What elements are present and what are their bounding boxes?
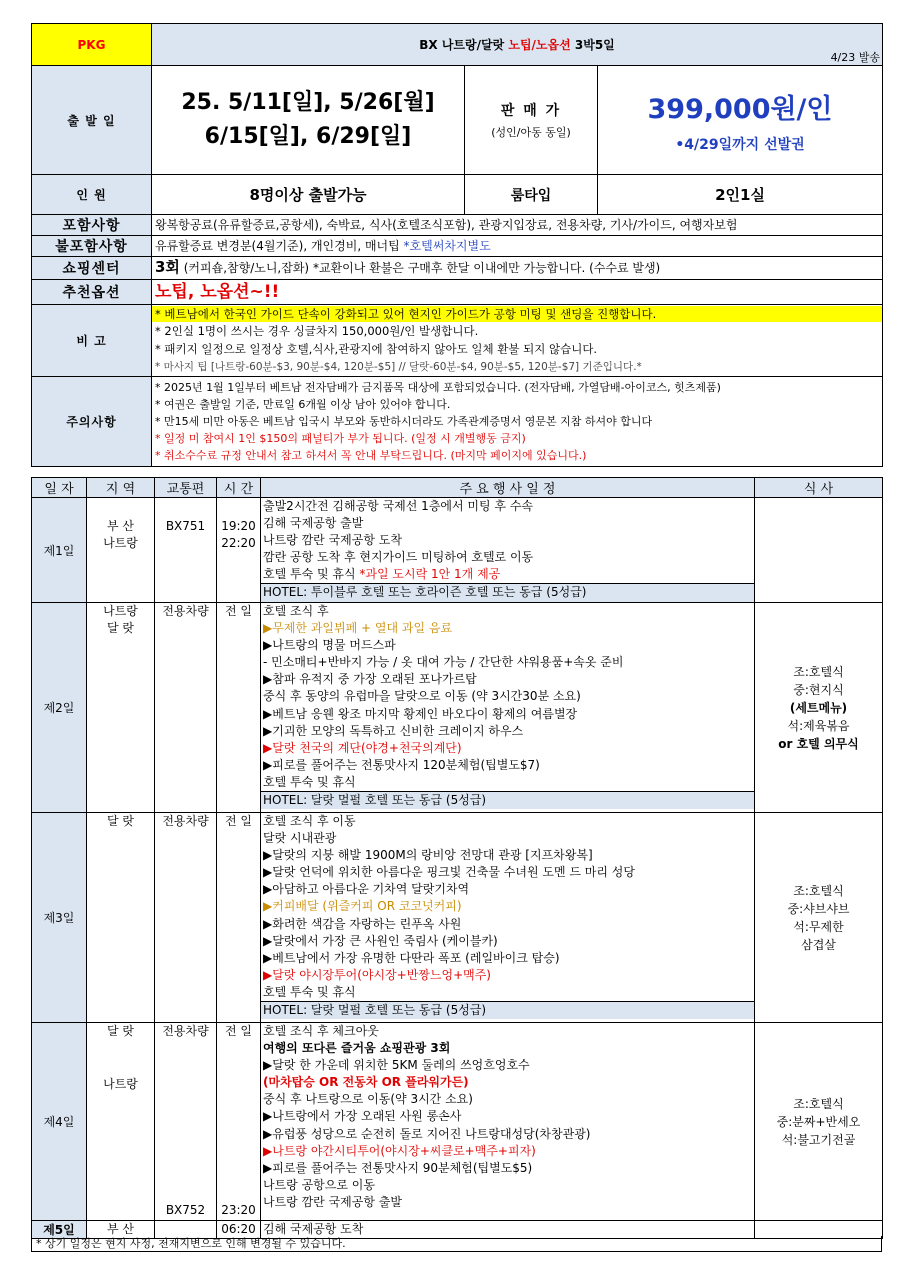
itinerary-item: ▶무제한 과일뷔페 + 열대 과일 음료 bbox=[263, 621, 453, 636]
itinerary-item: 중식 후 나트랑으로 이동(약 3시간 소요) bbox=[263, 1092, 473, 1107]
meal-line: 석:무제한 bbox=[793, 919, 844, 934]
region-cell: 부 산 bbox=[87, 1221, 155, 1239]
meal-line: 조:호텔식 bbox=[793, 664, 844, 679]
meal-line: 중:샤브샤브 bbox=[787, 901, 850, 916]
included-value: 왕복항공료(유류할증료,공항세), 숙박료, 식사(호텔조식포함), 관광지입장료, 전용차량, 기사/가이드, 여행자보험 bbox=[152, 215, 883, 236]
issue-date: 4/23 발송 bbox=[830, 51, 881, 64]
col-header-meal: 식 사 bbox=[755, 478, 883, 498]
itinerary-item: ▶참파 유적지 중 가장 오래된 포나가르탑 bbox=[263, 672, 477, 687]
time: 22:20 bbox=[221, 536, 256, 550]
cautions-cell bbox=[152, 377, 883, 467]
room-type-value: 2인1실 bbox=[598, 175, 883, 215]
caution-line: * 만15세 미만 아동은 베트남 입국시 부모와 동반하시더라도 가족관계증명서 영문본 지참 하셔야 합니다 bbox=[155, 415, 653, 428]
meal-line: 석:제육볶음 bbox=[787, 718, 850, 733]
pkg-label: PKG bbox=[32, 24, 152, 66]
itinerary-item: ▶피로를 풀어주는 전통맛사지 120분체험(팁별도$7) bbox=[263, 757, 540, 772]
itinerary-item: 김해 국제공항 출발 bbox=[263, 516, 364, 531]
col-header-day: 일 자 bbox=[32, 478, 87, 498]
remark-line: * 베트남에서 한국인 가이드 단속이 강화되고 있어 현지인 가이드가 공항 미팅 및 샌딩을 진행합니다. bbox=[152, 306, 882, 322]
itinerary-item: ▶나트랑 야간시티투어(야시장+씨클로+맥주+피자) bbox=[263, 1143, 536, 1158]
itinerary-item: (마차탑승 OR 전동차 OR 플라워가든) bbox=[263, 1075, 469, 1090]
excluded-text: 유류할증료 변경분(4월기준), 개인경비, 매너팁 bbox=[155, 238, 404, 253]
meal-cell bbox=[755, 1023, 883, 1221]
itinerary-item: 호텔 조식 후 체크아웃 bbox=[263, 1024, 379, 1038]
transport: 전용차량 bbox=[162, 1024, 209, 1038]
flight-number: BX751 bbox=[165, 519, 206, 533]
region-cell bbox=[87, 498, 155, 603]
meal-line: 중:분짜+반세오 bbox=[776, 1114, 861, 1129]
price-sublabel: (성인/아동 동일) bbox=[491, 126, 571, 139]
departure-line-1: 25. 5/11[일], 5/26[월] bbox=[181, 90, 435, 115]
region: 달 랏 bbox=[107, 814, 134, 828]
title-prefix: BX 나트랑/달랏 bbox=[419, 38, 509, 52]
region: 나트랑 bbox=[103, 604, 138, 618]
itinerary-item: ▶달랏 언덕에 위치한 아름다운 핑크빛 건축물 수녀원 도멘 드 마리 성당 bbox=[263, 865, 635, 880]
time-cell: 전 일 bbox=[217, 603, 261, 813]
time-cell: 06:20 bbox=[217, 1221, 261, 1239]
remark-line: * 패키지 일정으로 일정상 호텔,식사,관광지에 참여하지 않아도 일체 환불 되지 않습니다. bbox=[155, 341, 598, 356]
footnote: * 상기 일정은 현지 사정, 천재지변으로 인해 변경될 수 있습니다. bbox=[31, 1236, 882, 1252]
departure-label: 출 발 일 bbox=[32, 66, 152, 175]
time-cell bbox=[217, 498, 261, 603]
itinerary-item: ▶달랏 야시장투어(야시장+반짱느엉+맥주) bbox=[263, 967, 491, 982]
itinerary-item: ▶베트남에서 가장 유명한 다딴라 폭포 (레일바이크 탑승) bbox=[263, 950, 560, 965]
title-suffix: 3박5일 bbox=[570, 38, 615, 52]
itinerary-item: 나트랑 공항으로 이동 bbox=[263, 1177, 375, 1192]
excluded-highlight: *호텔써차지별도 bbox=[403, 238, 491, 253]
transport-cell: 전용차량 bbox=[155, 603, 217, 813]
itinerary-item: ▶기괴한 모양의 독특하고 신비한 크레이지 하우스 bbox=[263, 723, 524, 738]
time: 전 일 bbox=[225, 1024, 252, 1038]
remarks-cell bbox=[152, 305, 883, 377]
col-header-transport: 교통편 bbox=[155, 478, 217, 498]
itinerary-item: 나트랑 깜란 국제공항 출발 bbox=[263, 1194, 402, 1209]
region: 달 랏 bbox=[107, 1024, 134, 1038]
region: 나트랑 bbox=[103, 536, 138, 550]
meal-cell bbox=[755, 813, 883, 1023]
itinerary-item: ▶유럽풍 성당으로 순전히 돌로 지어진 나트랑대성당(차창관광) bbox=[263, 1126, 591, 1141]
region-cell bbox=[87, 603, 155, 813]
itinerary-item: 호텔 조식 후 이동 bbox=[263, 814, 356, 828]
schedule-table bbox=[31, 477, 883, 1239]
departure-dates bbox=[152, 66, 465, 175]
people-value: 8명이상 출발가능 bbox=[152, 175, 465, 215]
col-header-time: 시 간 bbox=[217, 478, 261, 498]
hotel-info: HOTEL: 달랏 멀펄 호텔 또는 동급 (5성급) bbox=[261, 791, 754, 809]
itinerary-item: ▶달랏 천국의 계단(야경+천국의계단) bbox=[263, 740, 462, 755]
transport-cell bbox=[155, 1023, 217, 1221]
meal-line: 중:현지식 bbox=[793, 682, 844, 697]
excluded-label: 불포함사항 bbox=[32, 236, 152, 257]
remark-line: * 마사지 팁 [나트랑-60분-$3, 90분-$4, 120분-$5] // 달랏-60분-$4, 90분-$5, 120분-$7] 기준입니다.* bbox=[155, 360, 642, 373]
meal-line: 석:불고기전골 bbox=[781, 1132, 856, 1147]
itinerary-item: ▶달랏에서 가장 큰 사원인 죽림사 (케이블카) bbox=[263, 933, 498, 948]
remarks-label: 비 고 bbox=[32, 305, 152, 377]
price-label-cell bbox=[465, 66, 598, 175]
flight-number: BX752 bbox=[165, 1203, 206, 1217]
departure-line-2: 6/15[일], 6/29[일] bbox=[204, 124, 412, 149]
price-label: 판 매 가 bbox=[500, 103, 562, 119]
itinerary-item: ▶달랏 한 가운데 위치한 5KM 둘레의 쓰엉흐엉호수 bbox=[263, 1058, 530, 1073]
meal-cell bbox=[755, 498, 883, 603]
caution-line: * 일정 미 참여시 1인 $150의 패널티가 부가 됩니다. (일정 시 개별행동 금지) bbox=[155, 432, 526, 445]
day-label: 제5일 bbox=[32, 1221, 87, 1239]
col-header-region: 지 역 bbox=[87, 478, 155, 498]
itinerary-item: ▶나트랑의 명물 머드스파 bbox=[263, 638, 396, 653]
transport-cell bbox=[155, 498, 217, 603]
cautions-label: 주의사항 bbox=[32, 377, 152, 467]
region: 나트랑 bbox=[103, 1077, 138, 1091]
itinerary-item: 여행의 또다른 즐거움 쇼핑관광 3회 bbox=[263, 1041, 451, 1056]
itinerary-item: ▶나트랑에서 가장 오래된 사원 롱손사 bbox=[263, 1109, 462, 1124]
transport-cell: 전용차량 bbox=[155, 813, 217, 1023]
meal-line: 조:호텔식 bbox=[793, 1096, 844, 1111]
hotel-info: HOTEL: 투이블루 호텔 또는 호라이즌 호텔 또는 동급 (5성급) bbox=[261, 583, 754, 601]
day-label: 제3일 bbox=[32, 813, 87, 1023]
hotel-info: HOTEL: 달랏 멀펄 호텔 또는 동급 (5성급) bbox=[261, 1001, 754, 1019]
itinerary-item: ▶달랏의 지붕 해발 1900M의 랑비앙 전망대 관광 [지프차왕복] bbox=[263, 848, 593, 863]
itinerary-item: 달랏 시내관광 bbox=[263, 831, 337, 846]
meal-line: or 호텔 의무식 bbox=[778, 736, 859, 751]
meal-line: 조:호텔식 bbox=[793, 883, 844, 898]
itinerary-item: 호텔 투숙 및 휴식 bbox=[263, 984, 356, 999]
meal-line: 삼겹살 bbox=[801, 937, 836, 952]
shopping-count: 3회 bbox=[155, 258, 180, 276]
itinerary-highlight: *과일 도시락 1안 1개 제공 bbox=[359, 567, 501, 582]
table-row bbox=[32, 498, 883, 603]
meal-cell bbox=[755, 603, 883, 813]
itinerary-item: 중식 후 동양의 유럽마을 달랏으로 이동 (약 3시간30분 소요) bbox=[263, 689, 581, 704]
title-highlight: 노팁/노옵션 bbox=[508, 38, 571, 52]
time: 23:20 bbox=[221, 1203, 256, 1217]
summary-table bbox=[31, 23, 883, 467]
presale-note: •4/29일까지 선발권 bbox=[675, 136, 805, 153]
itinerary-item: ▶커피배달 (위즐커피 OR 코코넛커피) bbox=[263, 899, 462, 914]
day-label: 제4일 bbox=[32, 1023, 87, 1221]
itinerary-item bbox=[261, 566, 754, 583]
itinerary-item: 김해 국제공항 도착 bbox=[261, 1221, 755, 1239]
itinerary-item: 호텔 조식 후 bbox=[263, 604, 329, 618]
region-cell bbox=[87, 1023, 155, 1221]
remark-line: * 2인실 1명이 쓰시는 경우 싱글차지 150,000원/인 발생합니다. bbox=[155, 323, 479, 338]
itinerary-cell bbox=[261, 813, 755, 1023]
itinerary-item: ▶피로를 풀어주는 전통맛사지 90분체험(팁별도$5) bbox=[263, 1160, 533, 1175]
time: 19:20 bbox=[221, 519, 256, 533]
col-header-itinerary: 주 요 행 사 일 정 bbox=[261, 478, 755, 498]
shopping-items: (커피숍,참향/노니,잡화) bbox=[179, 261, 310, 275]
region-cell bbox=[87, 813, 155, 1023]
itinerary-item: 출발2시간전 김해공항 국제선 1층에서 미팅 후 수속 bbox=[263, 499, 533, 513]
region: 부 산 bbox=[107, 519, 134, 533]
room-type-label: 룸타입 bbox=[465, 175, 598, 215]
table-row bbox=[32, 1023, 883, 1221]
meal-line: (세트메뉴) bbox=[789, 700, 848, 715]
itinerary-item: ▶베트남 응웬 왕조 마지막 황제인 바오다이 황제의 여름별장 bbox=[263, 706, 578, 721]
itinerary-text: 호텔 투숙 및 휴식 bbox=[263, 567, 360, 582]
people-label: 인 원 bbox=[32, 175, 152, 215]
shopping-label: 쇼핑센터 bbox=[32, 257, 152, 280]
excluded-value bbox=[152, 236, 883, 257]
page-title bbox=[152, 24, 883, 66]
shopping-note: *교환이나 환불은 구매후 한달 이내에만 가능합니다. (수수료 발생) bbox=[309, 261, 661, 275]
itinerary-item: 호텔 투숙 및 휴식 bbox=[263, 774, 356, 789]
price-amount: 399,000원/인 bbox=[647, 93, 833, 125]
itinerary-cell bbox=[261, 603, 755, 813]
time-cell bbox=[217, 1023, 261, 1221]
price-cell bbox=[598, 66, 883, 175]
itinerary-item: 깜란 공항 도착 후 현지가이드 미팅하여 호텔로 이동 bbox=[263, 550, 534, 565]
day-label: 제1일 bbox=[32, 498, 87, 603]
itinerary-item: ▶화려한 색감을 자랑하는 린푸옥 사원 bbox=[263, 916, 462, 931]
itinerary-item: ▶아담하고 아름다운 기차역 달랏기차역 bbox=[263, 882, 470, 897]
itinerary-item: - 민소매티+반바지 가능 / 옷 대여 가능 / 간단한 샤워용품+속옷 준비 bbox=[263, 655, 624, 670]
time-cell: 전 일 bbox=[217, 813, 261, 1023]
caution-line: * 2025년 1월 1일부터 베트남 전자담배가 금지품목 대상에 포함되었습니다. (전자담배, 가열담배-아이코스, 힛츠제품) bbox=[155, 381, 721, 394]
itinerary-cell bbox=[261, 498, 755, 603]
caution-line: * 취소수수료 규정 안내서 참고 하셔서 꼭 안내 부탁드립니다. (마지막 페이지에 있습니다.) bbox=[155, 449, 587, 462]
table-row bbox=[32, 813, 883, 1023]
day-label: 제2일 bbox=[32, 603, 87, 813]
options-value: 노팁, 노옵션~!! bbox=[152, 280, 883, 305]
table-row bbox=[32, 603, 883, 813]
caution-line: * 여권은 출발일 기준, 만료일 6개월 이상 남아 있어야 합니다. bbox=[155, 398, 451, 411]
included-label: 포함사항 bbox=[32, 215, 152, 236]
itinerary-item: 나트랑 깜란 국제공항 도착 bbox=[263, 533, 402, 548]
itinerary-cell bbox=[261, 1023, 755, 1221]
region: 달 랏 bbox=[107, 621, 134, 635]
options-label: 추천옵션 bbox=[32, 280, 152, 305]
shopping-value bbox=[152, 257, 883, 280]
